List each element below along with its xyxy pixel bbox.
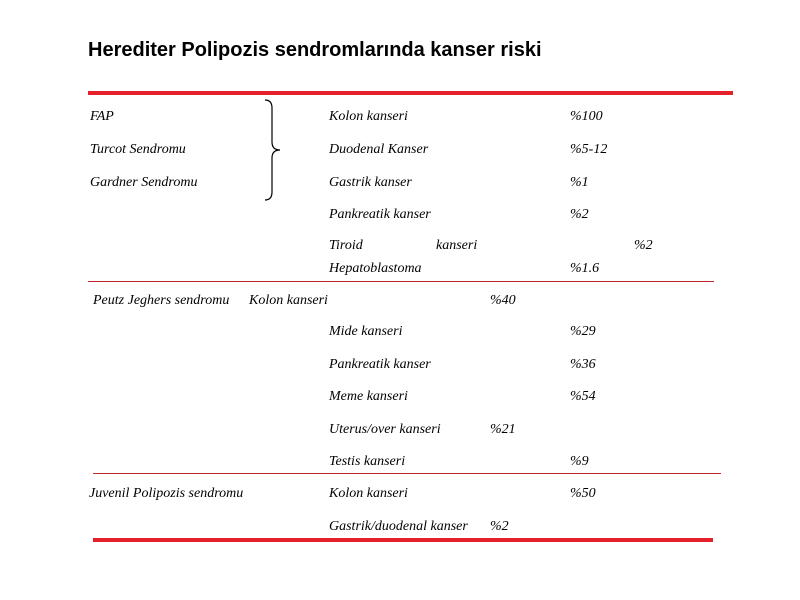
page-title: Herediter Polipozis sendromlarında kanser riski (88, 39, 542, 61)
risk-value: %36 (570, 357, 596, 372)
cancer-type: Gastrik kanser (329, 175, 412, 190)
risk-value: %29 (570, 324, 596, 339)
cancer-type: Pankreatik kanser (329, 207, 431, 222)
risk-value: %2 (570, 207, 589, 222)
risk-value: %40 (490, 293, 516, 308)
grouping-brace (262, 98, 286, 204)
syndrome-label: FAP (90, 109, 114, 124)
cancer-type: Pankreatik kanser (329, 357, 431, 372)
cancer-type: kanseri (436, 238, 478, 253)
risk-value: %21 (490, 422, 516, 437)
risk-value: %5-12 (570, 142, 608, 157)
cancer-type: Hepatoblastoma (329, 261, 422, 276)
cancer-type: Kolon kanseri (329, 486, 408, 501)
top-divider (88, 91, 733, 95)
risk-value: %1 (570, 175, 589, 190)
cancer-type: Duodenal Kanser (329, 142, 429, 157)
risk-value: %2 (490, 519, 509, 534)
risk-value: %9 (570, 454, 589, 469)
cancer-type: Kolon kanseri (249, 293, 328, 308)
syndrome-label: Juvenil Polipozis sendromu (89, 486, 244, 501)
section-divider (88, 281, 714, 282)
cancer-type: Gastrik/duodenal kanser (329, 519, 468, 534)
cancer-type: Testis kanseri (329, 454, 406, 469)
cancer-type: Mide kanseri (329, 324, 403, 339)
risk-value: %54 (570, 389, 596, 404)
section-divider (93, 473, 721, 474)
cancer-type: Meme kanseri (329, 389, 408, 404)
cancer-type: Tiroid (329, 238, 363, 253)
syndrome-label: Gardner Sendromu (90, 175, 198, 190)
risk-value: %50 (570, 486, 596, 501)
bottom-divider (93, 538, 713, 542)
cancer-type: Kolon kanseri (329, 109, 408, 124)
cancer-type: Uterus/over kanseri (329, 422, 441, 437)
risk-value: %2 (634, 238, 653, 253)
risk-value: %1.6 (570, 261, 600, 276)
syndrome-label: Turcot Sendromu (90, 142, 186, 157)
risk-value: %100 (570, 109, 603, 124)
syndrome-label: Peutz Jeghers sendromu (93, 293, 230, 308)
